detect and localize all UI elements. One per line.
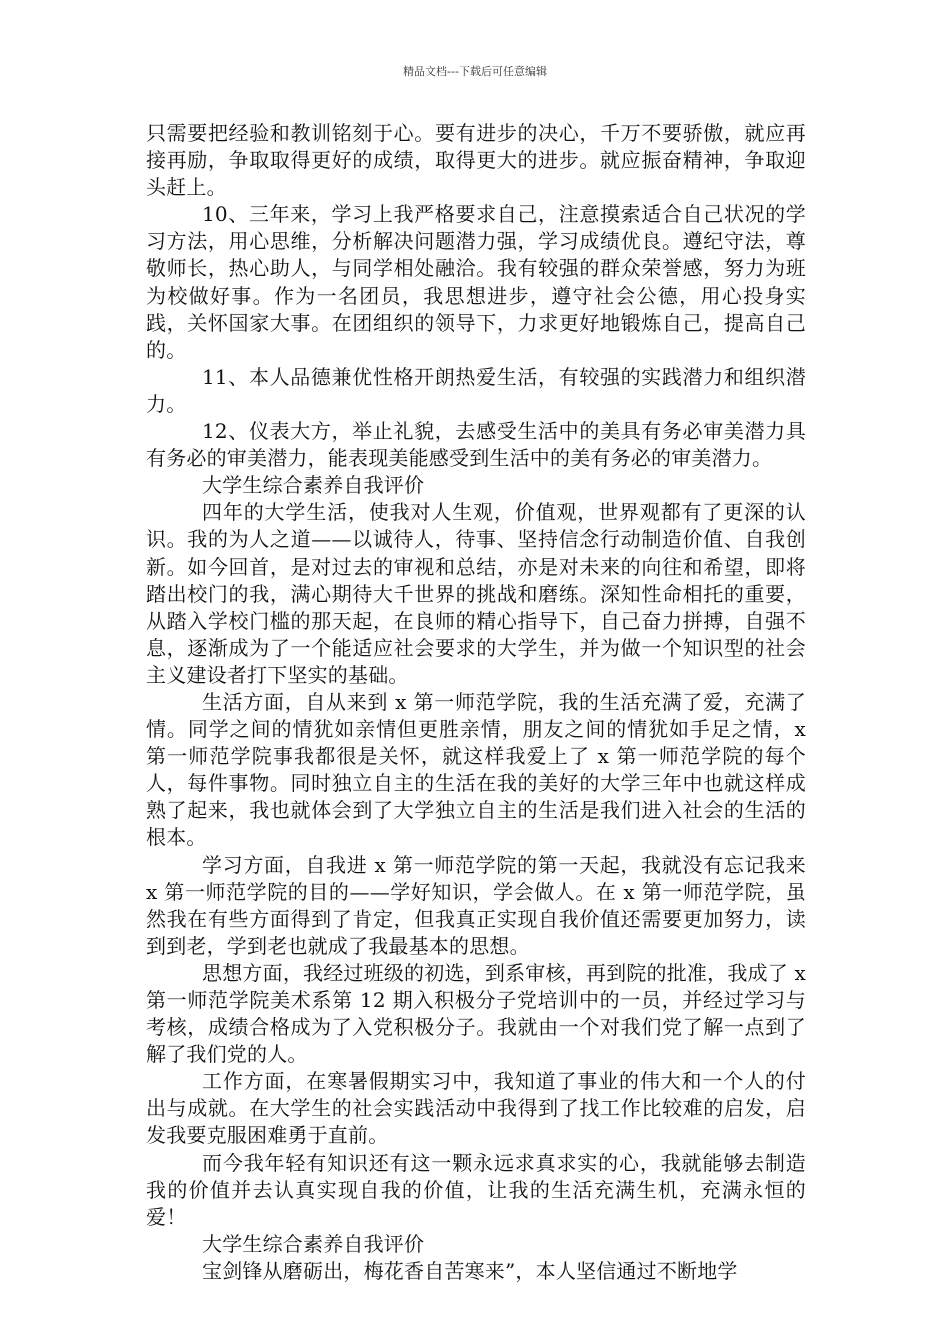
paragraph-3: 11、本人品德兼优性格开朗热爱生活，有较强的实践潜力和组织潜力。 bbox=[146, 364, 806, 416]
paragraph-10: 而今我年轻有知识还有这一颗永远求真求实的心，我就能够去制造我的价值并去认真实现自我的价值，让我的生活充满生机，充满永恒的爱！ bbox=[146, 1150, 806, 1229]
paragraph-6: 生活方面，自从来到 x 第一师范学院，我的生活充满了爱，充满了情。同学之间的情犹如亲情但更胜亲情，朋友之间的情犹如手足之情，x 第一师范学院事我都很是关怀，就这样我爱上了 x 第一师范学院的每个人，每件事物。同时独立自主的生活在我的美好的大学三年中也就这样成熟了起来，我也就体会到了大学独立自主的生活是我们进入社会的生活的根本。 bbox=[146, 689, 806, 850]
document-body bbox=[146, 120, 806, 1285]
page-header: 精品文档---下载后可任意编辑 bbox=[403, 65, 547, 78]
paragraph-5: 四年的大学生活，使我对人生观，价值观，世界观都有了更深的认识。我的为人之道——以诚待人，待事、坚持信念行动制造价值、自我创新。如今回首，是对过去的审视和总结，亦是对未来的向往和希望，即将踏出校门的我，满心期待大千世界的挑战和磨练。深知性命相托的重要，从踏入学校门槛的那天起，在良师的精心指导下，自己奋力拼搏，自强不息，逐渐成为了一个能适应社会要求的大学生，并为做一个知识型的社会主义建设者打下坚实的基础。 bbox=[146, 500, 806, 687]
paragraph-7: 学习方面，自我进 x 第一师范学院的第一天起，我就没有忘记我来 x 第一师范学院的目的——学好知识，学会做人。在 x 第一师范学院，虽然我在有些方面得到了肯定，但我真正实现自我价值还需要更加努力，读到到老，学到老也就成了我最基本的思想。 bbox=[146, 852, 806, 958]
paragraph-9: 工作方面，在寒暑假期实习中，我知道了事业的伟大和一个人的付出与成就。在大学生的社会实践活动中我得到了找工作比较难的启发，启发我要克服困难勇于直前。 bbox=[146, 1069, 806, 1148]
paragraph-2: 10、三年来，学习上我严格要求自己，注意摸索适合自己状况的学习方法，用心思维，分析解决问题潜力强，学习成绩优良。遵纪守法，尊敬师长，热心助人，与同学相处融洽。我有较强的群众荣誉感，努力为班为校做好事。作为一名团员，我思想进步，遵守社会公德，用心投身实践，关怀国家大事。在团组织的领导下，力求更好地锻炼自己，提高自己的。 bbox=[146, 202, 806, 362]
paragraph-11: 宝剑锋从磨砺出，梅花香自苦寒来”，本人坚信通过不断地学 bbox=[202, 1258, 738, 1283]
paragraph-1: 只需要把经验和教训铭刻于心。要有进步的决心，千万不要骄傲，就应再接再励，争取取得更好的成绩，取得更大的进步。就应振奋精神，争取迎头赶上。 bbox=[146, 121, 806, 200]
paragraph-4: 12、仪表大方，举止礼貌，去感受生活中的美具有务必审美潜力具有务必的审美潜力，能表现美能感受到生活中的美有务必的审美潜力。 bbox=[146, 419, 806, 471]
paragraph-8: 思想方面，我经过班级的初选，到系审核，再到院的批准，我成了 x 第一师范学院美术系第 12 期入积极分子党培训中的一员，并经过学习与考核，成绩合格成为了入党积极分子。我就由一个对我们党了解一点到了解了我们党的人。 bbox=[146, 960, 806, 1067]
section-heading-2: 大学生综合素养自我评价 bbox=[202, 1231, 425, 1256]
section-heading-1: 大学生综合素养自我评价 bbox=[202, 473, 425, 498]
